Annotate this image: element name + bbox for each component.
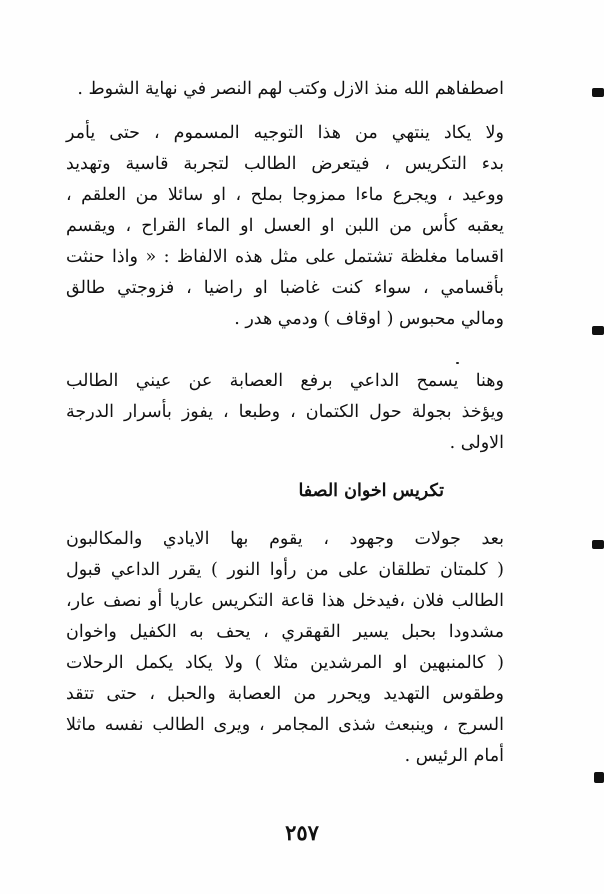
text-line: ( كالمنبهين او المرشدين مثلا ) ولا يكاد يكمل الرحلات (66, 653, 504, 673)
paragraph-initiation-oath (66, 118, 504, 335)
text-line: وطقوس التهديد ويحرر من العصابة والحبل ، حتى تتقد (66, 684, 504, 704)
text-line: ووعيد ، ويجرع ماءا ممزوجا بملح ، او سائلا من العلقم ، (66, 185, 504, 205)
text-line: ولا يكاد ينتهي من هذا التوجيه المسموم ، حتى يأمر (66, 123, 504, 143)
page-edge-mark (594, 772, 604, 783)
text-line: الاولى . (449, 433, 504, 453)
text-line: الطالب فلان ،فيدخل هذا قاعة التكريس عاريا أو نصف عار، (66, 591, 504, 611)
text-line: مشدودا بحبل يسير القهقري ، يحف به الكفيل واخوان (66, 622, 504, 642)
text-line: وهنا يسمح الداعي برفع العصابة عن عيني الطالب (66, 371, 504, 391)
text-line: بدء التكريس ، فيتعرض الطالب لتجربة قاسية وتهديد (66, 154, 504, 174)
paragraph-blindfold-removal (66, 366, 504, 459)
page-number: ٢٥٧ (285, 820, 319, 845)
paragraph-ikhwan-initiation (66, 524, 504, 772)
text-line: ويؤخذ بجولة حول الكتمان ، وطبعا ، يفوز بأسرار الدرجة (66, 402, 504, 422)
text-line: أمام الرئيس . (404, 746, 504, 766)
paragraph-continuation (66, 74, 504, 105)
page-edge-mark (592, 326, 604, 335)
text-line: ( كلمتان تطلقان على من رأوا النور ) يقرر الداعي قبول (66, 560, 504, 580)
ink-speck (456, 362, 459, 364)
text-line: السرج ، وينبعث شذى المجامر ، ويرى الطالب نفسه ماثلا (66, 715, 504, 735)
text-line: اصطفاهم الله منذ الازل وكتب لهم النصر في نهاية الشوط . (77, 79, 504, 99)
text-line: اقساما مغلظة تشتمل على مثل هذه الالفاظ : « واذا حنثت (66, 247, 504, 267)
page-edge-mark (592, 540, 604, 549)
text-line: بعد جولات وجهود ، يقوم بها الايادي والمكالبون (66, 529, 504, 549)
text-line: يعقبه كأس من اللبن او العسل او الماء القراح ، ويقسم (66, 216, 504, 236)
section-heading: تكريس اخوان الصفا (298, 481, 444, 501)
text-line: بأقسامي ، سواء كنت غاضبا او راضيا ، فزوجتي طالق (66, 278, 504, 298)
page-edge-mark (592, 88, 604, 97)
text-line: ومالي محبوس ( اوقاف ) ودمي هدر . (234, 309, 504, 329)
